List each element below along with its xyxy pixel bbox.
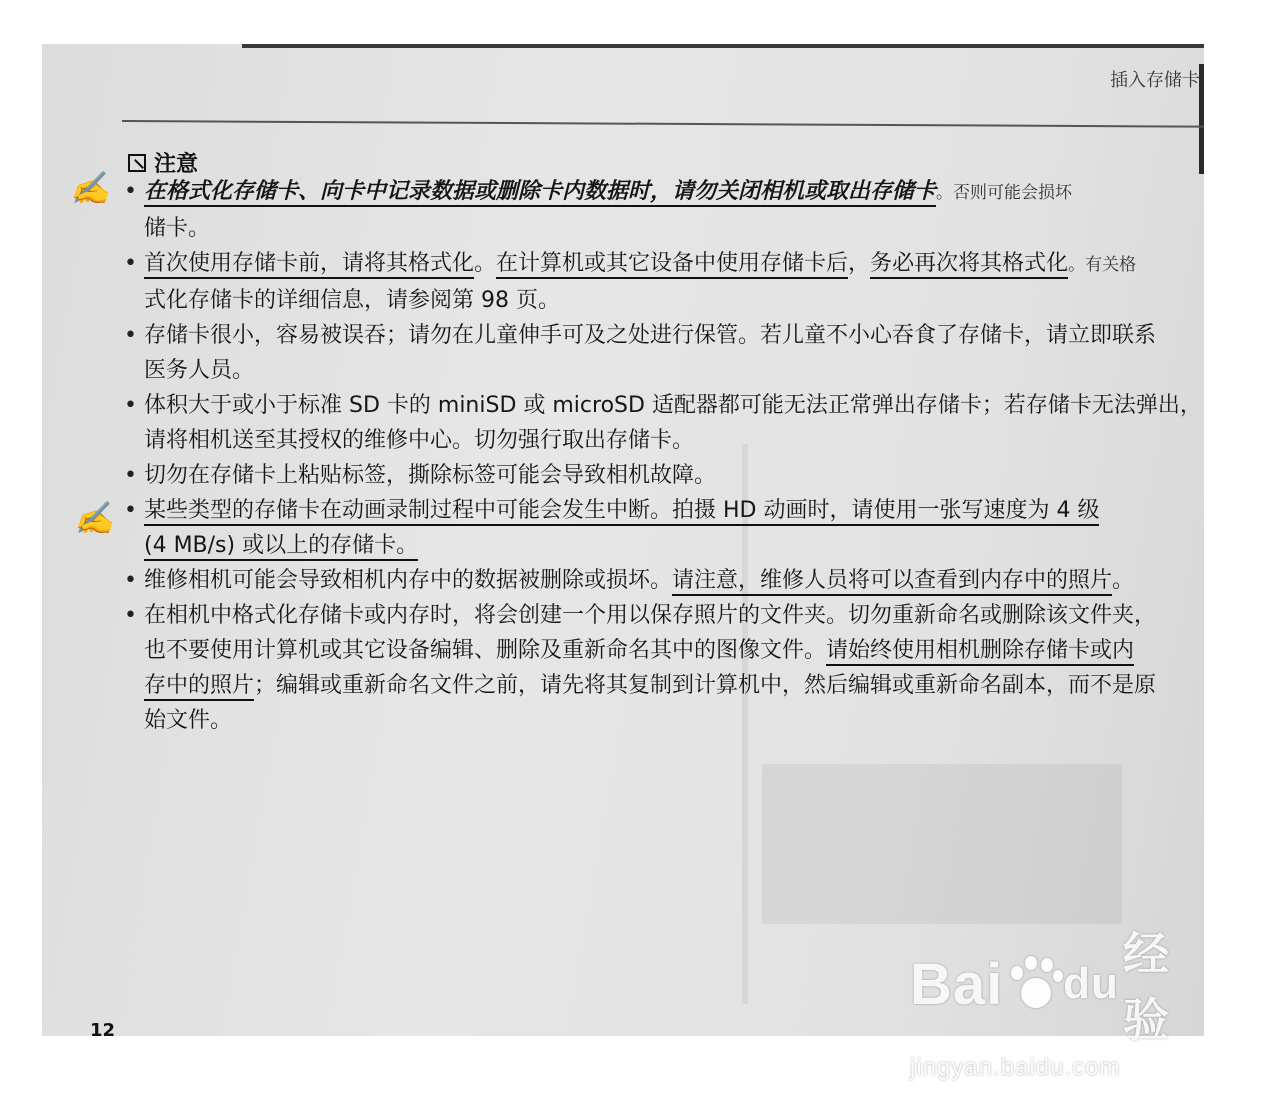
bullet-line: [144, 458, 1204, 493]
page-top-shadow: [242, 44, 1204, 48]
bullet-line: [144, 633, 1204, 668]
bleed-through-block: [762, 764, 1122, 924]
running-head: 插入存储卡: [1110, 70, 1200, 91]
bullet-text-segment: 请将相机送至其授权的维修中心。切勿强行取出存储卡。: [144, 428, 695, 453]
bullet-line: [144, 563, 1204, 598]
note-bullet-item: [122, 598, 1204, 738]
bullet-text-segment: 式化存储卡的详细信息，请参阅第 98 页。: [144, 288, 560, 313]
bullet-text-segment: ，: [848, 251, 871, 276]
bullet-line: [144, 388, 1204, 423]
bullet-text-segment: 请注意，维修人员将可以查看到内存中的照片: [672, 568, 1112, 596]
bullet-line: [144, 318, 1204, 353]
bullet-line: [144, 703, 1204, 738]
baidu-jingyan-watermark: [910, 918, 1210, 1081]
bullet-text-segment: 在计算机或其它设备中使用存储卡后: [496, 251, 848, 279]
note-bullet-item: [122, 318, 1204, 388]
bullet-line: [144, 493, 1204, 528]
bullet-text-segment: 请始终使用相机删除存储卡或内: [826, 638, 1134, 666]
bullet-line: [144, 353, 1204, 388]
bullet-line: [144, 246, 1204, 283]
bullet-text-segment: 在相机中格式化存储卡或内存时，将会创建一个用以保存照片的文件夹。切勿重新命名或删除该文件夹，: [144, 603, 1157, 628]
bullet-text-segment: 。: [474, 251, 497, 276]
header-rule: [122, 120, 1204, 128]
note-icon: [128, 154, 146, 172]
bullet-text-segment: 医务人员。: [144, 358, 255, 383]
bullet-line: [144, 423, 1204, 458]
bullet-line: [144, 528, 1204, 563]
bullet-text-segment: 维修相机可能会导致相机内存中的数据被删除或损坏。: [144, 568, 673, 593]
bullet-text-segment: 切勿在存储卡上粘贴标签，撕除标签可能会导致相机故障。: [144, 463, 717, 488]
bullet-text-segment: 。: [1112, 568, 1135, 593]
note-heading-text: 注意: [154, 152, 199, 177]
note-bullet-item: [122, 458, 1204, 493]
page-number: 12: [90, 1020, 116, 1036]
note-bullet-item: [122, 174, 1204, 246]
baidu-paw-icon: [1007, 956, 1059, 1012]
handwritten-mark-icon: ✍: [70, 169, 110, 207]
watermark-url: jingyan.baidu.com: [910, 1054, 1121, 1081]
watermark-logo-bai: Bai: [910, 951, 1004, 1017]
bullet-text-segment: 体积大于或小于标准 SD 卡的 miniSD 或 microSD 适配器都可能无法正常弹出存储卡；若存储卡无法弹出，: [144, 393, 1202, 418]
bullet-text-segment: 存储卡很小，容易被误吞；请勿在儿童伸手可及之处进行保管。若儿童不小心吞食了存储卡，请立即联系: [144, 323, 1157, 348]
note-bullet-item: [122, 246, 1204, 318]
bullet-text-segment: 也不要使用计算机或其它设备编辑、删除及重新命名其中的图像文件。: [144, 638, 827, 663]
bullet-text-segment: 。否则可能会损坏: [936, 183, 1073, 203]
bullet-text-segment: 储卡。: [144, 216, 211, 241]
bullet-line: [144, 174, 1204, 211]
watermark-logo-cn: 经验: [1122, 927, 1170, 1047]
bullet-text-segment: 首次使用存储卡前，请将其格式化: [144, 251, 474, 279]
bullet-text-segment: 始文件。: [144, 708, 233, 733]
bullet-line: [144, 598, 1204, 633]
note-bullet-item: [122, 388, 1204, 458]
note-bullet-list: [122, 174, 1204, 738]
bullet-text-segment: ；编辑或重新命名文件之前，请先将其复制到计算机中，然后编辑或重新命名副本，而不是原: [254, 673, 1157, 698]
bullet-text-segment: 在格式化存储卡、向卡中记录数据或删除卡内数据时，请勿关闭相机或取出存储卡: [144, 179, 936, 207]
note-bullet-item: [122, 563, 1204, 598]
bullet-line: [144, 211, 1204, 246]
bullet-text-segment: 务必再次将其格式化: [870, 251, 1068, 279]
bullet-text-segment: (4 MB/s) 或以上的存储卡。: [144, 533, 418, 561]
note-bullet-item: [122, 493, 1204, 563]
watermark-logo-du: du: [1063, 959, 1119, 1008]
handwritten-mark-icon: ✍: [74, 499, 114, 537]
photographed-page: [42, 44, 1204, 1036]
bullet-text-segment: 某些类型的存储卡在动画录制过程中可能会发生中断。拍摄 HD 动画时，请使用一张写速度为 4 级: [144, 498, 1099, 526]
bullet-text-segment: 存中的照片: [144, 673, 254, 701]
bullet-line: [144, 668, 1204, 703]
bullet-text-segment: 。有关格: [1068, 255, 1137, 275]
bullet-line: [144, 283, 1204, 318]
